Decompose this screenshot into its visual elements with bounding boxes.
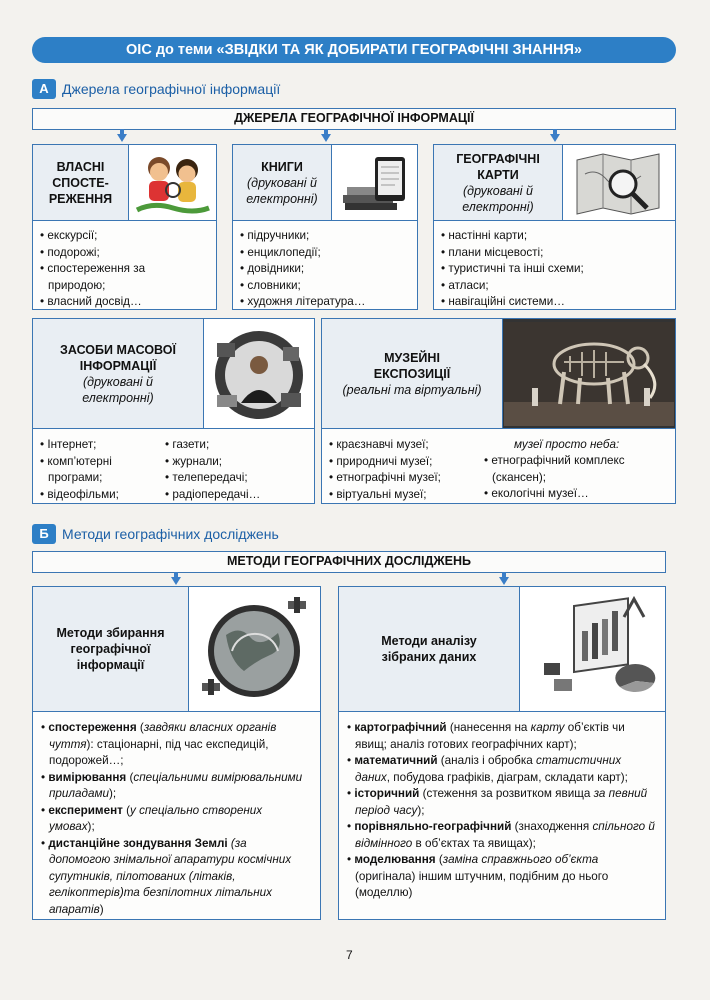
list-item: • екскурсії;: [40, 228, 145, 245]
list-item: • екологічні музеї…: [484, 486, 625, 503]
list-item: • спостереження за: [40, 261, 145, 278]
list-item: • вимірювання (спеціальними вимірювальними приладами);: [41, 770, 311, 803]
list-item: • спостереження (завдяки власних органів чуття): стаціонарні, під час експедицій, подорожей…;: [41, 720, 311, 770]
list-item: • радіопередачі…: [165, 487, 260, 504]
museum-list-col2: [484, 453, 625, 503]
heading-line: ЕКСПОЗИЦІЇ: [373, 366, 451, 381]
card-analysis-head: [339, 587, 519, 711]
list-item: (скансен);: [492, 470, 546, 484]
section-b-badge: Б: [32, 524, 56, 544]
card-maps-head: [434, 145, 562, 220]
heading-line: ЗАСОБИ МАСОВОЇ: [60, 342, 176, 357]
heading-line: МУЗЕЙНІ: [384, 350, 440, 365]
arrow-down-icon: [321, 134, 331, 142]
sources-banner: ДЖЕРЕЛА ГЕОГРАФІЧНОЇ ІНФОРМАЦІЇ: [32, 108, 676, 130]
books-list: [240, 228, 365, 311]
list-item: • краєзнавчі музеї;: [329, 437, 441, 454]
list-item: • історичний (стеження за розвитком явища за певний період часу);: [347, 786, 657, 819]
card-mass-media: [32, 318, 315, 504]
children-observing-illustration: [128, 145, 216, 220]
list-item: • відеофільми;: [40, 487, 119, 504]
list-item: • художня література…: [240, 294, 365, 311]
heading-sub: (друковані й електронні): [462, 183, 534, 214]
card-observations: [32, 144, 217, 310]
heading-line: географічної: [70, 642, 151, 656]
list-item: • газети;: [165, 437, 260, 454]
card-books-head: [233, 145, 331, 220]
list-item: • природничі музеї;: [329, 454, 441, 471]
heading-line: КНИГИ: [261, 159, 303, 174]
list-item: природою;: [48, 278, 106, 292]
list-item: • плани місцевості;: [441, 245, 584, 262]
list-item: • журнали;: [165, 454, 260, 471]
heading-line: інформації: [76, 658, 145, 672]
list-item: • порівняльно-географічний (знаходження спільного й відмінного в об’єктах та явищах);: [347, 819, 657, 852]
card-books: [232, 144, 418, 310]
heading-line: ГЕОГРАФІЧНІ: [456, 151, 540, 166]
section-a-header: [32, 79, 280, 99]
card-observations-head: [33, 145, 128, 220]
list-item: • довідники;: [240, 261, 365, 278]
card-collection-methods: [32, 586, 321, 920]
earth-satellites-illustration: [188, 587, 320, 711]
list-item: • картографічний (нанесення на карту об’єктів чи явищ; аналіз готових географічних карт);: [347, 720, 657, 753]
news-presenter-illustration: [203, 319, 314, 428]
page-title: ОІС до теми «ЗВІДКИ ТА ЯК ДОБИРАТИ ГЕОГРАФІЧНІ ЗНАННЯ»: [32, 37, 676, 63]
card-museum: [321, 318, 676, 504]
observations-list: [40, 228, 145, 311]
list-item: програми;: [48, 471, 103, 484]
list-item: • туристичні та інші схеми;: [441, 261, 584, 278]
list-item: • моделювання (заміна справжнього об’єкта (оригінала) іншим штучним, подібним до нього (моделлю): [347, 852, 657, 902]
heading-line: РЕЖЕННЯ: [48, 191, 113, 206]
section-b-title: Методи географічних досліджень: [62, 526, 279, 542]
list-item: • віртуальні музеї;: [329, 487, 441, 504]
list-item: • подорожі;: [40, 245, 145, 262]
arrow-down-icon: [171, 577, 181, 585]
books-tablet-illustration: [331, 145, 417, 220]
arrow-down-icon: [499, 577, 509, 585]
maps-list: [441, 228, 584, 311]
list-item: • словники;: [240, 278, 365, 295]
list-item: • комп’ютерні: [40, 454, 119, 471]
list-item: • етнографічний комплекс: [484, 453, 625, 470]
list-item: • телепередачі;: [165, 470, 260, 487]
arrow-down-icon: [550, 134, 560, 142]
section-a-title: Джерела географічної інформації: [62, 81, 281, 97]
heading-line: Методи збирання: [56, 626, 165, 640]
data-analysis-illustration: [519, 587, 665, 711]
heading-sub: (реальні та віртуальні): [342, 382, 482, 397]
list-item: • атласи;: [441, 278, 584, 295]
heading-line: зібраних даних: [381, 650, 477, 664]
analysis-methods-list: [347, 720, 657, 902]
open-air-museums-title: музеї просто неба:: [514, 438, 620, 451]
methods-banner: МЕТОДИ ГЕОГРАФІЧНИХ ДОСЛІДЖЕНЬ: [32, 551, 666, 573]
list-item: • настінні карти;: [441, 228, 584, 245]
list-item: • Інтернет;: [40, 437, 119, 454]
heading-line: ВЛАСНІ: [56, 159, 105, 174]
list-item: • етнографічні музеї;: [329, 470, 441, 487]
heading-line: ІНФОРМАЦІЇ: [79, 358, 157, 373]
card-collection-head: [33, 587, 188, 711]
card-maps: [433, 144, 676, 310]
card-museum-head: [322, 319, 502, 428]
heading-line: СПОСТЕ-: [52, 175, 109, 190]
museum-list-col1: [329, 437, 441, 503]
heading-line: КАРТИ: [477, 167, 519, 182]
list-item: • навігаційні системи…: [441, 294, 584, 311]
page-number: 7: [346, 948, 353, 962]
heading-line: Методи аналізу: [381, 634, 477, 648]
section-b-header: [32, 524, 279, 544]
list-item: • підручники;: [240, 228, 365, 245]
media-list-col1: [40, 437, 119, 503]
arrow-down-icon: [117, 134, 127, 142]
map-magnifier-illustration: [562, 145, 675, 220]
section-a-badge: А: [32, 79, 56, 99]
list-item: • дистанційне зондування Землі (за допомогою знімальної апаратури космічних супутників, пілотованих (літаків, гелікоптерів)та безпілотних літальних апаратів): [41, 836, 311, 919]
card-analysis-methods: [338, 586, 666, 920]
list-item: • енциклопедії;: [240, 245, 365, 262]
list-item: • власний досвід…: [40, 294, 145, 311]
collection-methods-list: [41, 720, 311, 918]
heading-sub: (друковані й електронні): [82, 374, 154, 405]
list-item: • експеримент (у спеціально створених умовах);: [41, 803, 311, 836]
list-item: • математичний (аналіз і обробка статистичних даних, побудова графіків, діаграм, складати карт);: [347, 753, 657, 786]
mammoth-skeleton-photo: [502, 319, 675, 428]
media-list-col2: [165, 437, 260, 503]
heading-sub: (друковані й електронні): [246, 175, 318, 206]
card-mass-media-head: [33, 319, 203, 428]
